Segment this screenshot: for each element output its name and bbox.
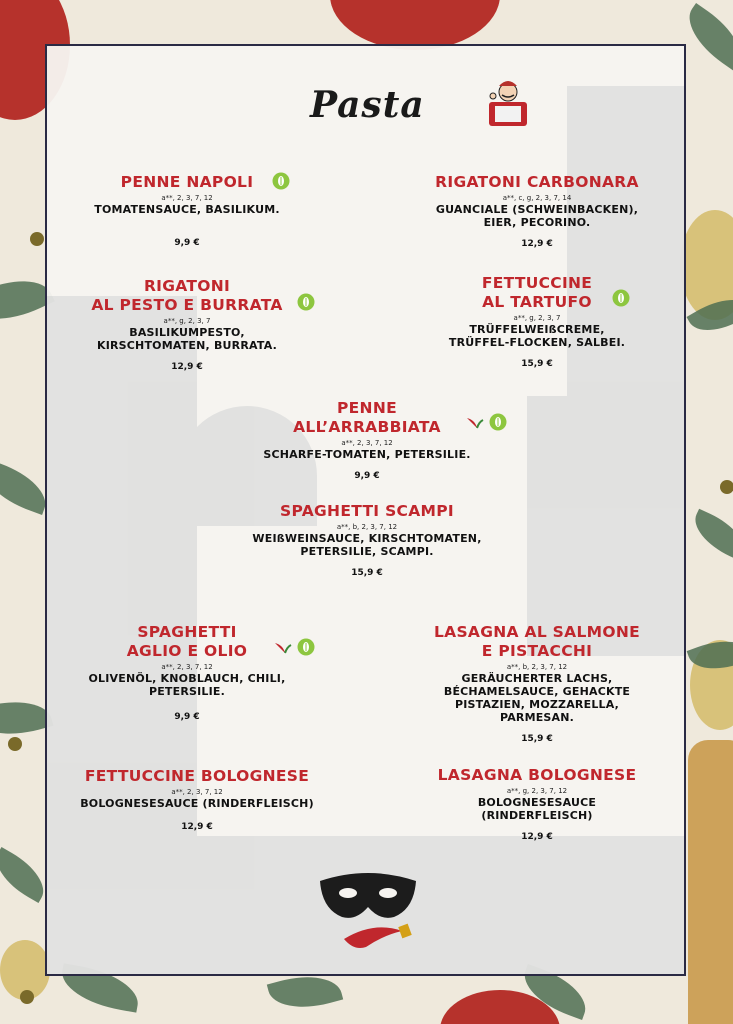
allergen-codes: a**, b, 2, 3, 7, 12 (336, 523, 398, 531)
dish-name: RIGATONI AL PESTO E BURRATA (91, 277, 283, 314)
allergen-codes: a**, 2, 3, 7, 12 (161, 194, 213, 202)
dish-price: 15,9 € (521, 734, 553, 744)
dish-price: 9,9 € (174, 712, 200, 722)
dish-description: TRÜFFELWEIßCREME, TRÜFFEL-FLOCKEN, SALBEI. (448, 323, 626, 349)
menu-item (72, 277, 302, 372)
allergen-codes: a**, c, g, 2, 3, 7, 14 (502, 194, 572, 202)
page-title: Pasta (310, 84, 425, 126)
menu-item (77, 623, 297, 722)
dish-description: OLIVENÖL, KNOBLAUCH, CHILI, PETERSILIE. (88, 672, 286, 698)
olive-decoration (30, 232, 44, 246)
dish-description: BOLOGNESESAUCE (RINDERFLEISCH) (80, 797, 314, 810)
allergen-codes: a**, g, 2, 3, 7 (513, 314, 561, 322)
dish-price: 12,9 € (521, 832, 553, 842)
dish-description: GERÄUCHERTER LACHS, BÉCHAMELSAUCE, GEHACKTE PISTAZIEN, MOZZARELLA, PARMESAN. (443, 672, 631, 724)
dish-price: 12,9 € (171, 362, 203, 372)
dish-description: TOMATENSAUCE, BASILIKUM. (94, 203, 280, 216)
dish-price: 9,9 € (354, 471, 380, 481)
leaf-icon (272, 172, 290, 190)
dish-price: 15,9 € (521, 359, 553, 369)
dish-name: PENNE NAPOLI (120, 173, 254, 191)
basil-leaf-decoration (686, 509, 733, 562)
dish-name: SPAGHETTI AGLIO E OLIO (126, 623, 248, 660)
dish-price: 9,9 € (174, 238, 200, 248)
allergen-codes: a**, 2, 3, 7, 12 (341, 439, 393, 447)
olive-decoration (720, 480, 733, 494)
leaf-icon (612, 289, 630, 307)
menu-item (237, 502, 497, 578)
dish-name: FETTUCCINE BOLOGNESE (84, 767, 310, 785)
dish-name: LASAGNA AL SALMONE E PISTACCHI (434, 623, 640, 660)
allergen-codes: a**, 2, 3, 7, 12 (161, 663, 213, 671)
chef-icon (485, 76, 531, 128)
oil-bottle-decoration (688, 740, 733, 1024)
dish-description: WEIßWEINSAUCE, KIRSCHTOMATEN, PETERSILIE, SCAMPI. (252, 532, 482, 558)
dish-description: BASILIKUMPESTO, KIRSCHTOMATEN, BURRATA. (96, 326, 278, 352)
dish-price: 12,9 € (181, 822, 213, 832)
menu-item (417, 173, 657, 249)
allergen-codes: a**, g, 2, 3, 7, 12 (506, 787, 568, 795)
chili-icon (465, 414, 485, 432)
dish-description: BOLOGNESESAUCE (RINDERFLEISCH) (477, 796, 597, 822)
tomato-decoration (330, 0, 500, 50)
carnival-mask-icon (314, 869, 422, 959)
olive-decoration (20, 990, 34, 1004)
menu-item (247, 399, 487, 481)
menu-item (437, 274, 637, 369)
dish-name: FETTUCCINE AL TARTUFO (481, 274, 593, 311)
menu-panel (45, 44, 686, 976)
dish-price: 12,9 € (521, 239, 553, 249)
allergen-codes: a**, 2, 3, 7, 12 (171, 788, 223, 796)
leaf-icon (297, 638, 315, 656)
olive-decoration (8, 737, 22, 751)
menu-item (417, 766, 657, 842)
dish-name: RIGATONI CARBONARA (435, 173, 639, 191)
chili-icon (273, 639, 293, 657)
allergen-codes: a**, g, 2, 3, 7 (163, 317, 211, 325)
leaf-icon (489, 413, 507, 431)
menu-item (67, 767, 327, 832)
allergen-codes: a**, b, 2, 3, 7, 12 (506, 663, 568, 671)
menu-item (417, 623, 657, 744)
dish-name: LASAGNA BOLOGNESE (437, 766, 637, 784)
leaf-icon (297, 293, 315, 311)
dish-price: 15,9 € (351, 568, 383, 578)
dish-description: GUANCIALE (SCHWEINBACKEN), EIER, PECORINO. (435, 203, 639, 229)
dish-name: SPAGHETTI SCAMPI (280, 502, 454, 520)
menu-item (87, 173, 287, 248)
dish-description: SCHARFE-TOMATEN, PETERSILIE. (263, 448, 471, 461)
dish-name: PENNE ALL’ARRABBIATA (293, 399, 441, 436)
